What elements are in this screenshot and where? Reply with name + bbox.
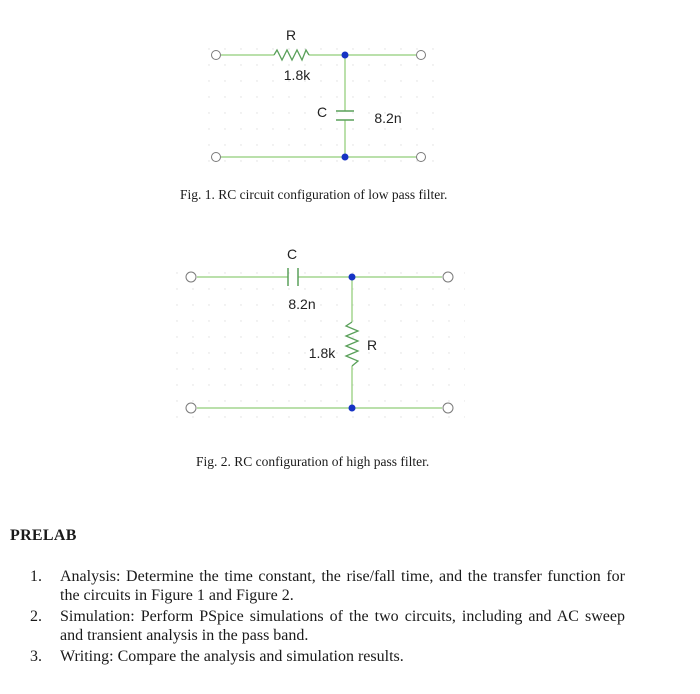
figure1-node-top <box>342 52 349 59</box>
prelab-item-number: 3. <box>30 648 42 665</box>
figure2-schematic <box>175 246 465 422</box>
figure2-caption: Fig. 2. RC configuration of high pass filter. <box>196 454 430 469</box>
figure2-capacitor-name: C <box>286 246 298 262</box>
prelab-item <box>30 567 625 605</box>
figure2-node-top <box>349 274 356 281</box>
figure2-capacitor-value: 8.2n <box>288 296 316 312</box>
prelab-item-text: Simulation: Perform PSpice simulations of the two circuits, including and AC sweep and transient analysis in the pass band. <box>60 608 625 644</box>
prelab-item-text: Writing: Compare the analysis and simulation results. <box>60 648 404 665</box>
figure2-grid <box>175 262 465 422</box>
prelab-item-number: 1. <box>30 568 42 585</box>
prelab-item-text: Analysis: Determine the time constant, the rise/fall time, and the transfer function for the circuits in Figure 1 and Figure 2. <box>60 568 625 604</box>
figure1-capacitor-value: 8.2n <box>374 110 402 126</box>
figure1-capacitor-name: C <box>316 104 328 120</box>
figure1-caption: Fig. 1. RC circuit configuration of low pass filter. <box>180 187 448 202</box>
figure2-node-bottom <box>349 405 356 412</box>
figure1-resistor-value: 1.8k <box>283 67 311 83</box>
figure1-schematic <box>200 27 440 170</box>
prelab-list <box>30 567 625 668</box>
prelab-item <box>30 647 625 666</box>
figure1-resistor-name: R <box>285 27 297 43</box>
figure1-node-bottom <box>342 154 349 161</box>
prelab-item-number: 2. <box>30 608 42 625</box>
figure2-resistor-value: 1.8k <box>308 345 336 361</box>
prelab-heading: PRELAB <box>10 527 77 544</box>
prelab-item <box>30 607 625 645</box>
figure2-resistor-name: R <box>366 337 378 353</box>
